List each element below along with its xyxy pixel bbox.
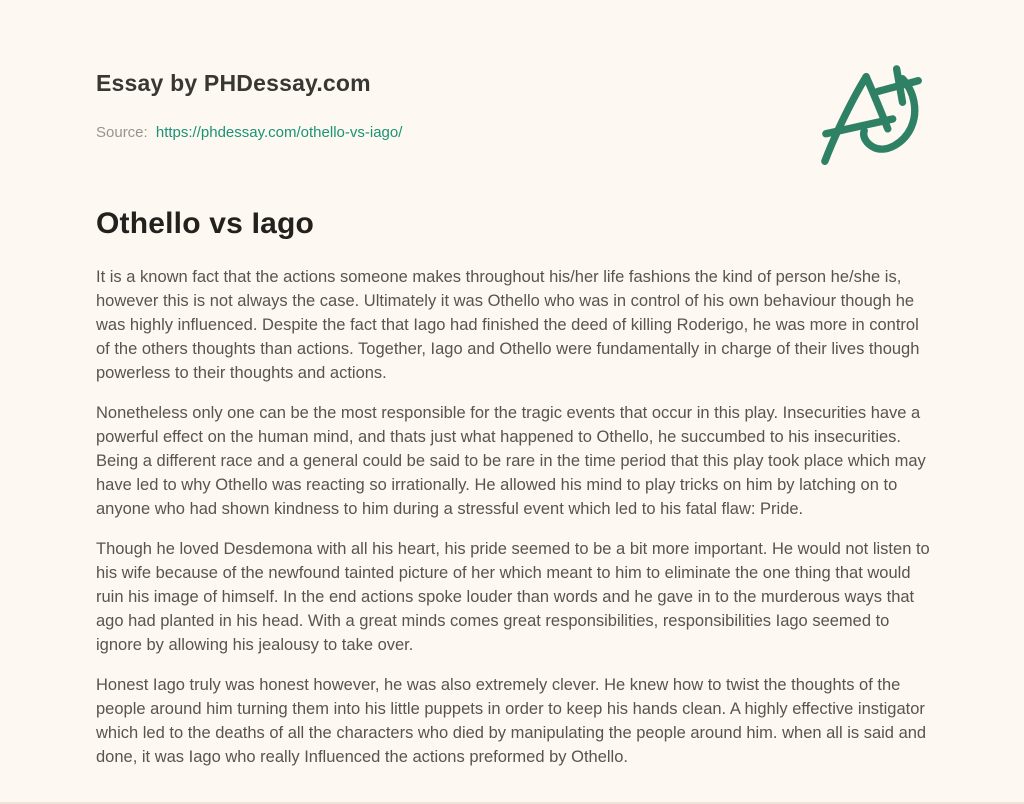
essay-paragraph: Honest Iago truly was honest however, he was also extremely clever. He knew how to twist the thoughts of the people around him turning them into his little puppets in order to keep his hands clean. A highly effective instigator which led to the deaths of all the characters who died by manipulating the people around him. when all is said and done, it was Iago who really Influenced the actions preformed by Othello.: [96, 676, 927, 766]
essay-paragraph: Though he loved Desdemona with all his heart, his pride seemed to be a bit more important. He would not listen to his wife because of the newfound tainted picture of her which meant to him to eliminate the one thing that would ruin his image of himself. In the end actions spoke louder than words and he gave in to the murderous ways that ago had planted in his head. With a great minds comes great responsibilities, responsibilities Iago seemed to ignore by allowing his jealousy to take over.: [96, 540, 930, 654]
source-link[interactable]: https://phdessay.com/othello-vs-iago/: [155, 124, 403, 141]
essay-paragraph: It is a known fact that the actions someone makes throughout his/her life fashions the kind of person he/she is, however this is not always the case. Ultimately it was Othello who was in control of his own behaviour though he was highly influenced. Despite the fact that Iago had finished the deed of killing Roderigo, he was more in control of the others thoughts than actions. Together, Iago and Othello were fundamentally in charge of their lives though powerless to their thoughts and actions.: [96, 268, 920, 382]
essay-paragraph: Nonetheless only one can be the most responsible for the tragic events that occur in this play. Insecurities have a powerful effect on the human mind, and thats just what happened to Othello, he succumbed to his insecurities. Being a different race and a general could be said to be rare in the time period that this play took place which may have led to why Othello was reacting so irrationally. He allowed his mind to play tricks on him by latching on to anyone who had shown kindness to him during a stressful event which led to his fatal flaw: Pride.: [96, 404, 926, 518]
document-header: [96, 70, 928, 141]
site-header-title: Essay by PHDessay.com: [96, 70, 371, 96]
essay-title: Othello vs Iago: [96, 207, 315, 240]
source-label: Source:: [96, 124, 148, 141]
source-line: [96, 124, 928, 141]
essay-body: [96, 265, 930, 769]
a-plus-logo-icon: [816, 62, 934, 175]
